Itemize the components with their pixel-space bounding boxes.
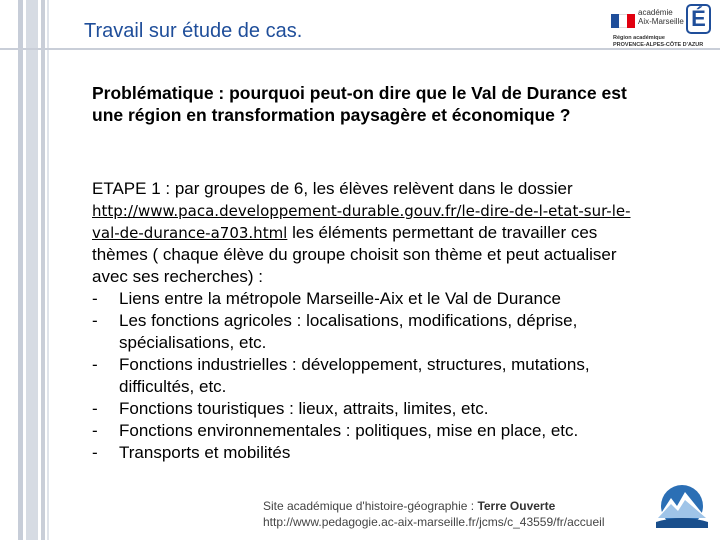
problem-statement: Problématique : pourquoi peut-on dire que le Val de Durance est une région en transformation paysagère et économique ?	[92, 83, 627, 125]
list-item-text: Liens entre la métropole Marseille-Aix et le Val de Durance	[119, 289, 561, 308]
list-item	[92, 310, 652, 354]
list-item-text: Fonctions environnementales : politiques, mise en place, etc.	[119, 421, 579, 440]
bullet-dash: -	[92, 399, 98, 418]
region-academique-text: Région académique PROVENCE-ALPES-CÔTE D'AZUR	[613, 35, 704, 48]
decor-bar	[41, 0, 45, 540]
list-item-text: Les fonctions agricoles : localisations, modifications, déprise, spécialisations, etc.	[119, 311, 578, 352]
footer-url[interactable]: http://www.pedagogie.ac-aix-marseille.fr/jcms/c_43559/fr/accueil	[263, 515, 605, 529]
list-item	[92, 442, 652, 464]
bullet-dash: -	[92, 355, 98, 374]
etape-paragraph	[92, 178, 652, 288]
academie-e-badge: É	[686, 4, 711, 34]
decor-bar	[47, 0, 49, 540]
footer-site-line	[263, 498, 555, 514]
list-item-text: Fonctions touristiques : lieux, attraits, limites, etc.	[119, 399, 489, 418]
bullet-dash: -	[92, 311, 98, 330]
list-item	[92, 420, 652, 442]
academie-name: académie Aix-Marseille	[638, 8, 684, 26]
bullet-dash: -	[92, 443, 98, 462]
list-item-text: Transports et mobilités	[119, 443, 291, 462]
list-item-text: Fonctions industrielles : développement, structures, mutations, difficultés, etc.	[119, 355, 590, 396]
themes-list	[92, 288, 652, 464]
footer-site-name: Terre Ouverte	[477, 499, 556, 513]
academie-logo	[611, 4, 711, 50]
decor-bar	[18, 0, 23, 540]
slide-title: Travail sur étude de cas.	[84, 20, 303, 42]
terre-ouverte-mountain-icon	[654, 484, 710, 530]
etape-intro: ETAPE 1 : par groupes de 6, les élèves relèvent dans le dossier	[92, 179, 573, 198]
etape-section	[92, 178, 652, 464]
etape-after-link: les éléments permettant de travailler ces thèmes ( chaque élève du groupe choisit son thème et peut actualiser avec ses recherches) :	[92, 223, 617, 286]
bullet-dash: -	[92, 421, 98, 440]
list-item	[92, 354, 652, 398]
list-item	[92, 398, 652, 420]
footer-site-prefix: Site académique d'histoire-géographie :	[263, 499, 478, 513]
french-flag-icon	[611, 14, 635, 28]
bullet-dash: -	[92, 289, 98, 308]
list-item	[92, 288, 652, 310]
decor-bar	[26, 0, 38, 540]
dossier-link[interactable]: http://www.paca.developpement-durable.gouv.fr/le-dire-de-l-etat-sur-le-val-de-durance-a703.html	[92, 202, 631, 242]
